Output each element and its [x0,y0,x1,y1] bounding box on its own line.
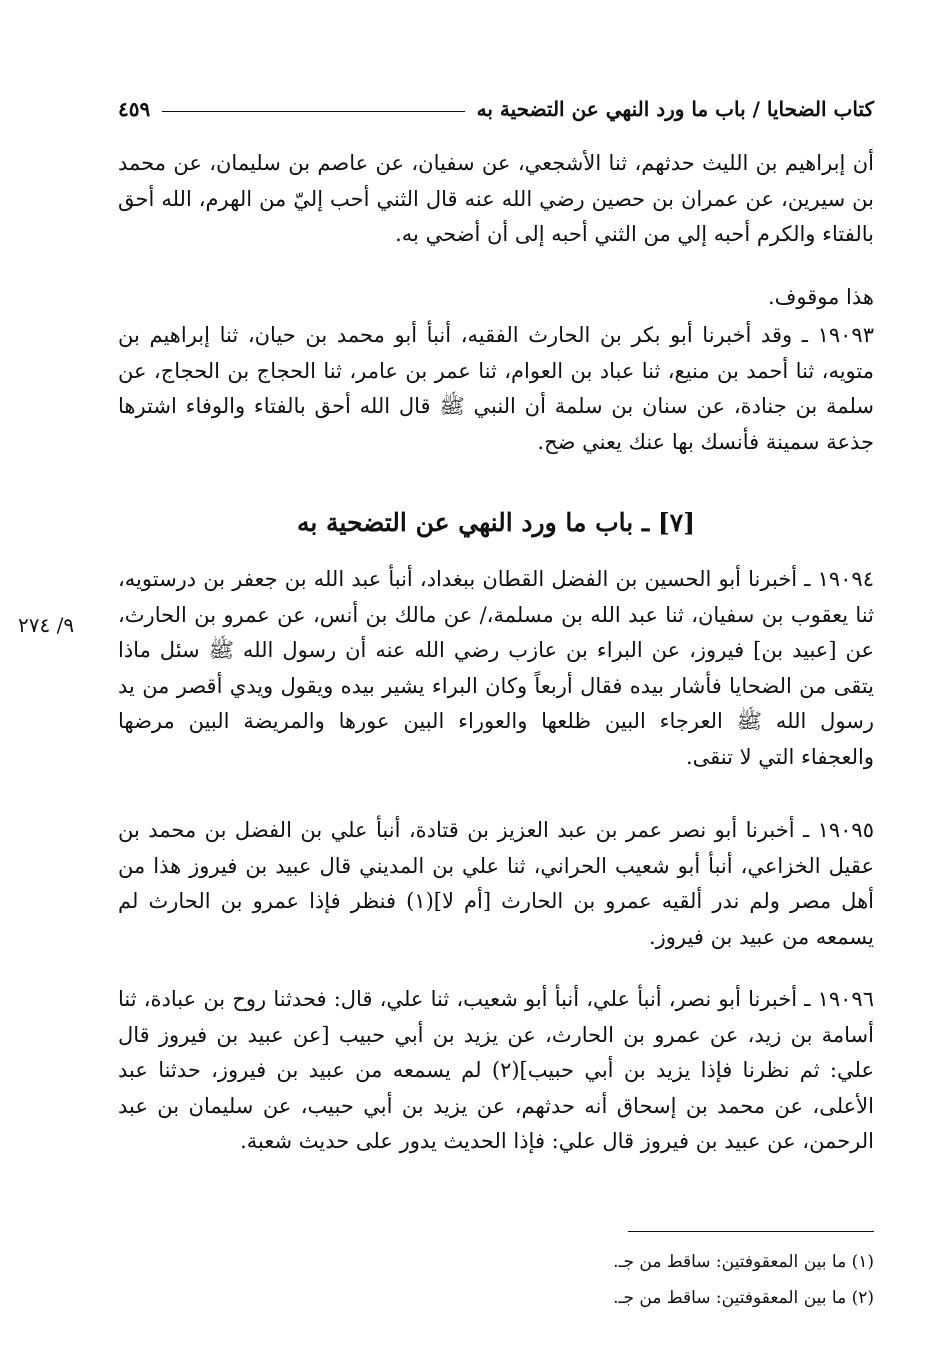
footnotes [118,1244,874,1316]
hadith-19096: ١٩٠٩٦ ـ أخبرنا أبو نصر، أنبأ علي، أنبأ أبو شعيب، ثنا علي، قال: فحدثنا روح بن عبادة، ثنا أسامة بن زيد، عن عمرو بن الحارث، عن يزيد بن أبي حبيب [عن عبيد بن فيروز قال علي: ثم نظرنا فإذا يزيد بن أبي حبيب](٢) لم يسمعه من عبيد بن فيروز، حدثنا عبد الأعلى، عن محمد بن إسحاق أنه حدثهم، عن يزيد بن أبي حبيب، عن سليمان بن عبد الرحمن، عن عبيد بن فيروز قال علي: فإذا الحديث يدور على حديث شعبة. [118,987,874,1153]
footnote-2: (٢) ما بين المعقوفتين: ساقط من جـ. [613,1288,874,1308]
running-head [118,92,874,126]
running-head-title: كتاب الضحايا / باب ما ورد النهي عن التضحية به [476,97,874,121]
paragraph-2: هذا موقوف. [767,285,874,309]
footnote-rule [628,1231,874,1232]
page-number: ٤٥٩ [118,97,151,121]
footnote-1: (١) ما بين المعقوفتين: ساقط من جـ. [613,1252,874,1272]
margin-volume-page-note: ٩/ ٢٧٤ [18,613,75,637]
paragraph-1: أن إبراهيم بن الليث حدثهم، ثنا الأشجعي، عن سفيان، عن عاصم بن سليمان، عن محمد بن سيرين، عن عمران بن حصين رضي الله عنه قال الثني أحب إليّ من الهرم، الله أحق بالفتاء والكرم أحبه إلي من الثني أحبه إلى أن أضحي به. [118,151,874,246]
chapter-heading: [٧] ـ باب ما ورد النهي عن التضحية به [296,508,696,537]
running-head-rule [162,111,464,112]
hadith-19095: ١٩٠٩٥ ـ أخبرنا أبو نصر عمر بن عبد العزيز بن قتادة، أنبأ علي بن الفضل بن محمد بن عقيل الخزاعي، أنبأ أبو شعيب الحراني، ثنا علي بن المديني قال عبيد بن فيروز هذا من أهل مصر ولم ندر ألقيه عمرو بن الحارث [أم لا](١) فنظر فإذا عمرو بن الحارث لم يسمعه من عبيد بن فيروز. [118,818,874,949]
hadith-19093: ١٩٠٩٣ ـ وقد أخبرنا أبو بكر بن الحارث الفقيه، أنبأ أبو محمد بن حيان، ثنا إبراهيم بن متويه، ثنا أحمد بن منيع، ثنا عباد بن العوام، ثنا عمر بن عامر، ثنا الحجاج بن الحجاج، عن سلمة بن جنادة، عن سنان بن سلمة أن النبي ﷺ قال الله أحق بالفتاء والوفاء اشترها جذعة سمينة فأنسك بها عنك يعني ضح. [118,323,874,454]
hadith-19094: ١٩٠٩٤ ـ أخبرنا أبو الحسين بن الفضل القطان ببغداد، أنبأ عبد الله بن جعفر بن درستويه، ثنا يعقوب بن سفيان، ثنا عبد الله بن مسلمة،/ عن مالك بن أنس، عن عمرو بن الحارث، عن [عبيد بن] فيروز، عن البراء بن عازب رضي الله عنه أن رسول الله ﷺ سئل ماذا يتقى من الضحايا فأشار بيده فقال أربعاً وكان البراء يشير بيده ويقول ويدي أقصر من يد رسول الله ﷺ العرجاء البين ظلعها والعوراء البين عورها والمريضة البين مرضها والعجفاء التي لا تنقى. [118,567,874,769]
